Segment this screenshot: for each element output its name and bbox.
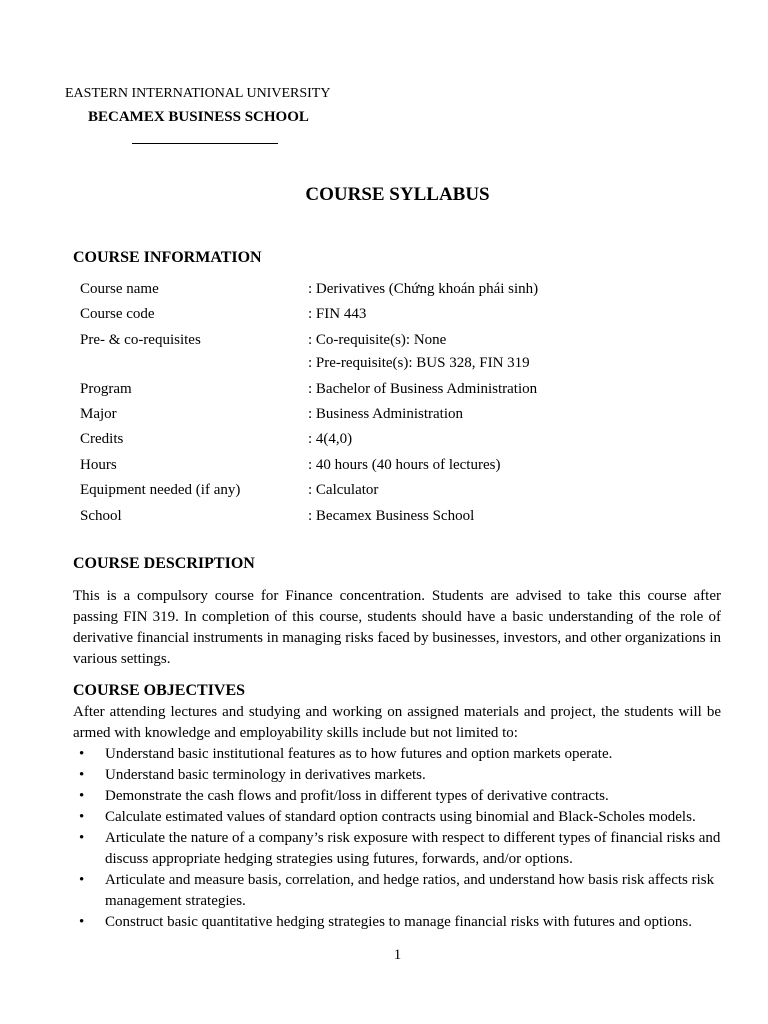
list-item [73, 912, 733, 933]
list-item [73, 870, 733, 912]
header-divider [132, 143, 278, 144]
info-value-school: : Becamex Business School [308, 508, 475, 524]
objective-text: Understand basic institutional features as to how futures and option markets operate. [105, 746, 613, 762]
objective-text: Calculate estimated values of standard option contracts using binomial and Black-Scholes models. [105, 809, 696, 825]
school-name: BECAMEX BUSINESS SCHOOL [88, 109, 309, 125]
bullet-icon: • [79, 872, 85, 888]
info-label-prerequisites: Pre- & co-requisites [80, 332, 201, 348]
list-item [73, 765, 733, 786]
info-value-major: : Business Administration [308, 406, 464, 422]
list-item [73, 828, 733, 870]
list-item [73, 807, 733, 828]
info-value-course-code: : FIN 443 [308, 306, 367, 322]
course-objectives-intro: After attending lectures and studying and working on assigned materials and project, the students will be armed with knowledge and employability skills include but not limited to: [73, 704, 721, 741]
objective-text: Articulate and measure basis, correlation, and hedge ratios, and understand how basis risk affects risk management strategies. [105, 872, 715, 909]
page-number: 1 [393, 947, 402, 963]
objective-text: Demonstrate the cash flows and profit/loss in different types of derivative contracts. [105, 788, 609, 804]
page-title: COURSE SYLLABUS [305, 184, 490, 205]
objective-text: Articulate the nature of a company’s risk exposure with respect to different types of financial risks and discuss appropriate hedging strategies using futures, forwards, and/or options. [105, 830, 721, 867]
info-value-course-name: : Derivatives (Chứng khoán phái sinh) [308, 281, 539, 297]
info-value-hours: : 40 hours (40 hours of lectures) [308, 457, 501, 473]
info-value-program: : Bachelor of Business Administration [308, 381, 538, 397]
info-value-corequisites: : Co-requisite(s): None [308, 332, 447, 348]
bullet-icon: • [79, 914, 85, 930]
university-name: EASTERN INTERNATIONAL UNIVERSITY [65, 86, 331, 101]
course-objectives-list [73, 744, 733, 933]
info-value-credits: : 4(4,0) [308, 431, 353, 447]
info-label-equipment: Equipment needed (if any) [80, 482, 241, 498]
list-item [73, 744, 733, 765]
info-label-hours: Hours [80, 457, 117, 473]
bullet-icon: • [79, 830, 85, 846]
info-label-program: Program [80, 381, 132, 397]
objective-text: Understand basic terminology in derivatives markets. [105, 767, 426, 783]
info-label-course-name: Course name [80, 281, 159, 297]
info-value-equipment: : Calculator [308, 482, 379, 498]
info-label-course-code: Course code [80, 306, 155, 322]
bullet-icon: • [79, 788, 85, 804]
list-item [73, 786, 733, 807]
course-information-heading: COURSE INFORMATION [73, 249, 262, 266]
course-objectives-heading: COURSE OBJECTIVES [73, 682, 246, 699]
info-label-credits: Credits [80, 431, 124, 447]
bullet-icon: • [79, 809, 85, 825]
info-label-school: School [80, 508, 122, 524]
info-label-major: Major [80, 406, 117, 422]
bullet-icon: • [79, 767, 85, 783]
course-description-text: This is a compulsory course for Finance concentration. Students are advised to take this course after passing FIN 319. In completion of this course, students should have a basic understanding of the role of derivative financial instruments in managing risks faced by businesses, investors, and other organizations in various settings. [73, 588, 721, 667]
info-value-prerequisites: : Pre-requisite(s): BUS 328, FIN 319 [308, 355, 530, 371]
objective-text: Construct basic quantitative hedging strategies to manage financial risks with futures and options. [105, 914, 692, 930]
bullet-icon: • [79, 746, 85, 762]
course-description-heading: COURSE DESCRIPTION [73, 555, 255, 572]
